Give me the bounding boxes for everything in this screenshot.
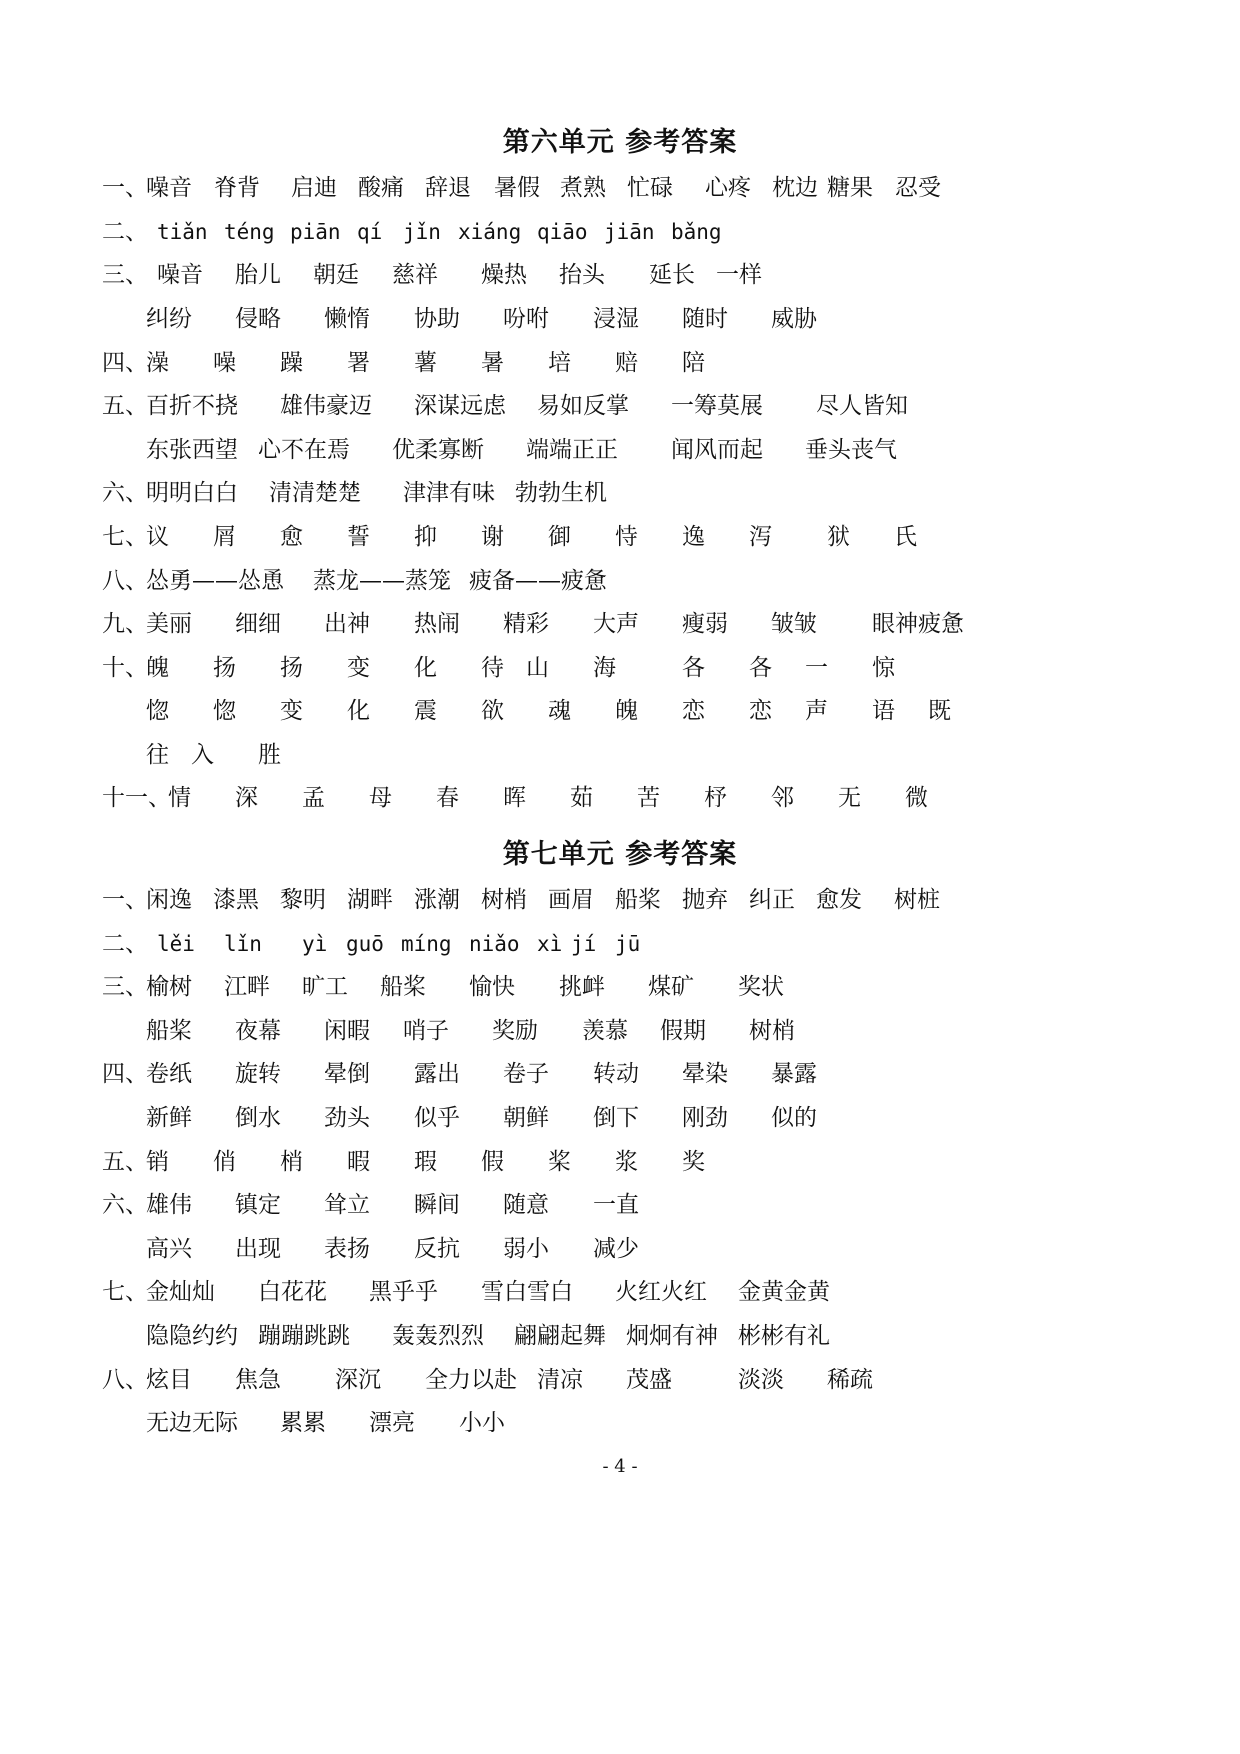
answer-word: 出现 (235, 1236, 281, 1262)
answer-word: 漂亮 (369, 1410, 415, 1436)
question-number: 九、 (102, 611, 148, 637)
pinyin-word: jiān (604, 220, 655, 244)
answer-word: 翩翩起舞 (514, 1323, 606, 1349)
answer-word: 百折不挠 (146, 393, 238, 419)
question-number: 二、 (102, 219, 148, 245)
pinyin-word: jí (571, 932, 597, 956)
question-number: 五、 (102, 1149, 148, 1175)
answer-word: 白花花 (258, 1279, 327, 1305)
answer-word: 一筹莫展 (671, 393, 763, 419)
answer-word: 累累 (280, 1410, 326, 1436)
answer-word: 大声 (593, 611, 639, 637)
answer-word: 易如反掌 (537, 393, 629, 419)
answer-word: 刚劲 (682, 1105, 728, 1131)
answer-line (0, 608, 1240, 640)
question-number: 十、 (102, 655, 148, 681)
answer-word: 细细 (235, 611, 281, 637)
answer-word: 随意 (503, 1192, 549, 1218)
answer-word: 奖 (682, 1149, 705, 1175)
answer-word: 深谋远虑 (414, 393, 506, 419)
answer-word: 抛弃 (682, 887, 728, 913)
question-number: 四、 (102, 350, 148, 376)
answer-word: 涨潮 (414, 887, 460, 913)
pinyin-word: míng (401, 932, 452, 956)
pinyin-word: tiǎn (157, 220, 208, 244)
answer-word: 黎明 (280, 887, 326, 913)
answer-word: 劲头 (324, 1105, 370, 1131)
answer-word: 俏 (213, 1149, 236, 1175)
answer-word: 随时 (682, 306, 728, 332)
answer-word: 金黄金黄 (738, 1279, 830, 1305)
answer-word: 母 (369, 785, 392, 811)
answer-line-pinyin (0, 928, 1240, 960)
answer-word: 震 (414, 698, 437, 724)
answer-line (0, 565, 1240, 597)
answer-word: 苦 (637, 785, 660, 811)
answer-word: 金灿灿 (146, 1279, 215, 1305)
answer-word: 瘦弱 (682, 611, 728, 637)
section-title-unit7: 第七单元 参考答案 (502, 839, 738, 870)
answer-word: 署 (347, 350, 370, 376)
answer-line (0, 434, 1240, 466)
answer-word: 忙碌 (627, 175, 673, 201)
pinyin-word: téng (224, 220, 275, 244)
answer-word: 火红火红 (615, 1279, 707, 1305)
answer-word: 蹦蹦跳跳 (258, 1323, 350, 1349)
answer-word: 海 (593, 655, 616, 681)
answer-word: 春 (436, 785, 459, 811)
answer-word: 屑 (213, 524, 236, 550)
answer-word: 泻 (749, 524, 772, 550)
answer-word: 化 (347, 698, 370, 724)
answer-word: 出神 (324, 611, 370, 637)
answer-word: 奖励 (492, 1018, 538, 1044)
answer-word: 蒸龙——蒸笼 (313, 568, 451, 594)
answer-word: 惚 (146, 698, 169, 724)
answer-word: 弱小 (503, 1236, 549, 1262)
answer-word: 雪白雪白 (481, 1279, 573, 1305)
answer-word: 恃 (615, 524, 638, 550)
answer-word: 尽人皆知 (816, 393, 908, 419)
answer-word: 暴露 (771, 1061, 817, 1087)
answer-word: 愈 (280, 524, 303, 550)
answer-word: 闻风而起 (671, 437, 763, 463)
answer-line (0, 652, 1240, 684)
answer-word: 愉快 (469, 974, 515, 1000)
answer-word: 氏 (894, 524, 917, 550)
question-number: 四、 (102, 1061, 148, 1087)
answer-word: 船桨 (146, 1018, 192, 1044)
answer-word: 似的 (771, 1105, 817, 1131)
answer-word: 榆树 (146, 974, 192, 1000)
answer-word: 精彩 (503, 611, 549, 637)
answer-word: 晕染 (682, 1061, 728, 1087)
answer-word: 魄 (146, 655, 169, 681)
answer-line (0, 1276, 1240, 1308)
pinyin-word: lǐn (224, 932, 262, 956)
answer-line (0, 1320, 1240, 1352)
answer-word: 哨子 (403, 1018, 449, 1044)
answer-line-pinyin (0, 216, 1240, 248)
answer-line (0, 1189, 1240, 1221)
answer-word: 脊背 (214, 175, 260, 201)
answer-word: 反抗 (414, 1236, 460, 1262)
answer-word: 薯 (414, 350, 437, 376)
answer-line (0, 1407, 1240, 1439)
answer-line (0, 521, 1240, 553)
answer-word: 明明白白 (146, 480, 238, 506)
answer-word: 小小 (459, 1410, 505, 1436)
answer-word: 卷纸 (146, 1061, 192, 1087)
section-title-unit6: 第六单元 参考答案 (502, 127, 738, 158)
answer-word: 彬彬有礼 (738, 1323, 830, 1349)
answer-word: 化 (414, 655, 437, 681)
answer-word: 既 (928, 698, 951, 724)
answer-word: 旋转 (235, 1061, 281, 1087)
answer-word: 端端正正 (526, 437, 618, 463)
answer-word: 噪音 (146, 175, 192, 201)
answer-word: 淡淡 (738, 1367, 784, 1393)
answer-word: 假 (481, 1149, 504, 1175)
answer-word: 协助 (414, 306, 460, 332)
question-number: 十一、 (102, 785, 171, 811)
answer-word: 眼神疲惫 (872, 611, 964, 637)
answer-word: 各 (682, 655, 705, 681)
answer-word: 浸湿 (593, 306, 639, 332)
answer-word: 语 (872, 698, 895, 724)
answer-line (0, 172, 1240, 204)
answer-word: 恋 (749, 698, 772, 724)
answer-line (0, 971, 1240, 1003)
answer-word: 炯炯有神 (626, 1323, 718, 1349)
answer-word: 闲逸 (146, 887, 192, 913)
answer-word: 往 (146, 742, 169, 768)
answer-word: 瑕 (414, 1149, 437, 1175)
answer-word: 津津有味 (403, 480, 495, 506)
answer-word: 焦急 (235, 1367, 281, 1393)
answer-word: 减少 (593, 1236, 639, 1262)
answer-word: 新鲜 (146, 1105, 192, 1131)
answer-line (0, 782, 1240, 814)
answer-word: 惚 (213, 698, 236, 724)
page-number: - 4 - (602, 1456, 638, 1477)
answer-line (0, 1015, 1240, 1047)
answer-word: 深沉 (335, 1367, 381, 1393)
answer-word: 糖果 (827, 175, 873, 201)
answer-word: 朝廷 (313, 262, 359, 288)
answer-word: 暇 (347, 1149, 370, 1175)
answer-word: 辞退 (425, 175, 471, 201)
answer-word: 稀疏 (827, 1367, 873, 1393)
answer-word: 炫目 (146, 1367, 192, 1393)
answer-word: 陪 (682, 350, 705, 376)
answer-word: 延长 (649, 262, 695, 288)
answer-word: 镇定 (235, 1192, 281, 1218)
pinyin-word: niǎo (469, 932, 520, 956)
answer-word: 漆黑 (213, 887, 259, 913)
answer-word: 瞬间 (414, 1192, 460, 1218)
answer-line (0, 739, 1240, 771)
answer-word: 树桩 (894, 887, 940, 913)
answer-word: 一样 (716, 262, 762, 288)
answer-word: 情 (168, 785, 191, 811)
answer-word: 高兴 (146, 1236, 192, 1262)
answer-word: 燥热 (481, 262, 527, 288)
answer-word: 雄伟豪迈 (280, 393, 372, 419)
pinyin-word: piān (290, 220, 341, 244)
answer-word: 羡慕 (582, 1018, 628, 1044)
answer-word: 夜幕 (235, 1018, 281, 1044)
answer-word: 朝鲜 (503, 1105, 549, 1131)
answer-word: 忍受 (895, 175, 941, 201)
answer-word: 轰轰烈烈 (392, 1323, 484, 1349)
answer-word: 晖 (503, 785, 526, 811)
answer-word: 江畔 (224, 974, 270, 1000)
answer-word: 挑衅 (559, 974, 605, 1000)
answer-word: 假期 (660, 1018, 706, 1044)
answer-word: 恋 (682, 698, 705, 724)
answer-word: 暑 (481, 350, 504, 376)
answer-word: 躁 (280, 350, 303, 376)
answer-line (0, 477, 1240, 509)
question-number: 六、 (102, 480, 148, 506)
answer-word: 邻 (771, 785, 794, 811)
answer-word: 清清楚楚 (269, 480, 361, 506)
answer-word: 孟 (302, 785, 325, 811)
answer-word: 皱皱 (771, 611, 817, 637)
question-number: 三、 (102, 974, 148, 1000)
answer-word: 无 (838, 785, 861, 811)
answer-word: 煮熟 (560, 175, 606, 201)
answer-word: 各 (749, 655, 772, 681)
answer-word: 卷子 (503, 1061, 549, 1087)
answer-word: 闲暇 (324, 1018, 370, 1044)
answer-word: 抬头 (559, 262, 605, 288)
answer-line (0, 390, 1240, 422)
answer-word: 吩咐 (503, 306, 549, 332)
answer-word: 疲备——疲惫 (469, 568, 607, 594)
question-number: 二、 (102, 931, 148, 957)
answer-word: 无边无际 (146, 1410, 238, 1436)
answer-word: 桨 (548, 1149, 571, 1175)
answer-word: 倒水 (235, 1105, 281, 1131)
question-number: 五、 (102, 393, 148, 419)
answer-word: 愈发 (816, 887, 862, 913)
answer-line (0, 1102, 1240, 1134)
answer-word: 一 (805, 655, 828, 681)
answer-word: 变 (347, 655, 370, 681)
answer-word: 逸 (682, 524, 705, 550)
question-number: 三、 (102, 262, 148, 288)
answer-word: 培 (548, 350, 571, 376)
answer-word: 露出 (414, 1061, 460, 1087)
answer-word: 侵略 (235, 306, 281, 332)
answer-line (0, 884, 1240, 916)
answer-word: 黑乎乎 (369, 1279, 438, 1305)
answer-word: 噪 (213, 350, 236, 376)
answer-line (0, 347, 1240, 379)
answer-word: 清凉 (537, 1367, 583, 1393)
answer-word: 杼 (704, 785, 727, 811)
answer-line (0, 1364, 1240, 1396)
answer-word: 魄 (615, 698, 638, 724)
answer-word: 谢 (481, 524, 504, 550)
answer-word: 胎儿 (235, 262, 281, 288)
pinyin-word: qiāo (537, 220, 588, 244)
answer-word: 湖畔 (347, 887, 393, 913)
answer-word: 心疼 (705, 175, 751, 201)
answer-word: 似乎 (414, 1105, 460, 1131)
answer-word: 抑 (414, 524, 437, 550)
question-number: 七、 (102, 1279, 148, 1305)
answer-line (0, 695, 1240, 727)
answer-word: 隐隐约约 (146, 1323, 238, 1349)
pinyin-word: xiáng (458, 220, 522, 244)
answer-word: 欲 (481, 698, 504, 724)
answer-word: 启迪 (291, 175, 337, 201)
answer-word: 煤矿 (648, 974, 694, 1000)
answer-line (0, 259, 1240, 291)
answer-word: 惊 (872, 655, 895, 681)
answer-word: 表扬 (324, 1236, 370, 1262)
answer-word: 声 (805, 698, 828, 724)
answer-word: 全力以赴 (425, 1367, 517, 1393)
answer-word: 船桨 (615, 887, 661, 913)
answer-word: 魂 (548, 698, 571, 724)
pinyin-word: qí (357, 220, 383, 244)
answer-word: 御 (548, 524, 571, 550)
pinyin-word: xì (537, 932, 563, 956)
answer-word: 纠纷 (146, 306, 192, 332)
answer-word: 树梢 (749, 1018, 795, 1044)
answer-word: 噪音 (157, 262, 203, 288)
answer-word: 澡 (146, 350, 169, 376)
answer-word: 暑假 (494, 175, 540, 201)
answer-word: 茂盛 (626, 1367, 672, 1393)
answer-word: 入 (191, 742, 214, 768)
answer-word: 垂头丧气 (805, 437, 897, 463)
answer-word: 浆 (615, 1149, 638, 1175)
answer-word: 奖状 (738, 974, 784, 1000)
answer-word: 美丽 (146, 611, 192, 637)
answer-word: 热闹 (414, 611, 460, 637)
answer-word: 山 (526, 655, 549, 681)
answer-word: 心不在焉 (258, 437, 350, 463)
answer-word: 船桨 (380, 974, 426, 1000)
answer-word: 勃勃生机 (515, 480, 607, 506)
answer-line (0, 1146, 1240, 1178)
answer-word: 威胁 (771, 306, 817, 332)
answer-word: 画眉 (548, 887, 594, 913)
answer-line (0, 1058, 1240, 1090)
answer-word: 慈祥 (392, 262, 438, 288)
pinyin-word: guō (346, 932, 384, 956)
answer-word: 扬 (280, 655, 303, 681)
answer-word: 赔 (615, 350, 638, 376)
answer-word: 怂勇——怂恿 (146, 568, 284, 594)
pinyin-word: bǎng (671, 220, 722, 244)
answer-word: 深 (235, 785, 258, 811)
answer-word: 转动 (593, 1061, 639, 1087)
pinyin-word: jǐn (403, 220, 441, 244)
pinyin-word: jū (615, 932, 641, 956)
answer-word: 倒下 (593, 1105, 639, 1131)
answer-word: 旷工 (302, 974, 348, 1000)
answer-word: 扬 (213, 655, 236, 681)
answer-word: 微 (905, 785, 928, 811)
answer-word: 茹 (570, 785, 593, 811)
answer-word: 销 (146, 1149, 169, 1175)
answer-word: 议 (146, 524, 169, 550)
answer-word: 优柔寡断 (392, 437, 484, 463)
question-number: 一、 (102, 887, 148, 913)
answer-word: 酸痛 (358, 175, 404, 201)
answer-word: 树梢 (481, 887, 527, 913)
answer-line (0, 1233, 1240, 1265)
question-number: 六、 (102, 1192, 148, 1218)
answer-word: 待 (481, 655, 504, 681)
answer-word: 雄伟 (146, 1192, 192, 1218)
answer-word: 纠正 (749, 887, 795, 913)
answer-word: 梢 (280, 1149, 303, 1175)
question-number: 七、 (102, 524, 148, 550)
answer-word: 一直 (593, 1192, 639, 1218)
answer-word: 枕边 (772, 175, 818, 201)
question-number: 八、 (102, 1367, 148, 1393)
pinyin-word: lěi (157, 932, 195, 956)
question-number: 八、 (102, 568, 148, 594)
answer-word: 耸立 (324, 1192, 370, 1218)
answer-word: 变 (280, 698, 303, 724)
answer-word: 懒惰 (324, 306, 370, 332)
answer-word: 狱 (827, 524, 850, 550)
pinyin-word: yì (302, 932, 328, 956)
answer-word: 胜 (258, 742, 281, 768)
answer-word: 晕倒 (324, 1061, 370, 1087)
answer-line (0, 303, 1240, 335)
question-number: 一、 (102, 175, 148, 201)
answer-word: 东张西望 (146, 437, 238, 463)
answer-word: 誓 (347, 524, 370, 550)
